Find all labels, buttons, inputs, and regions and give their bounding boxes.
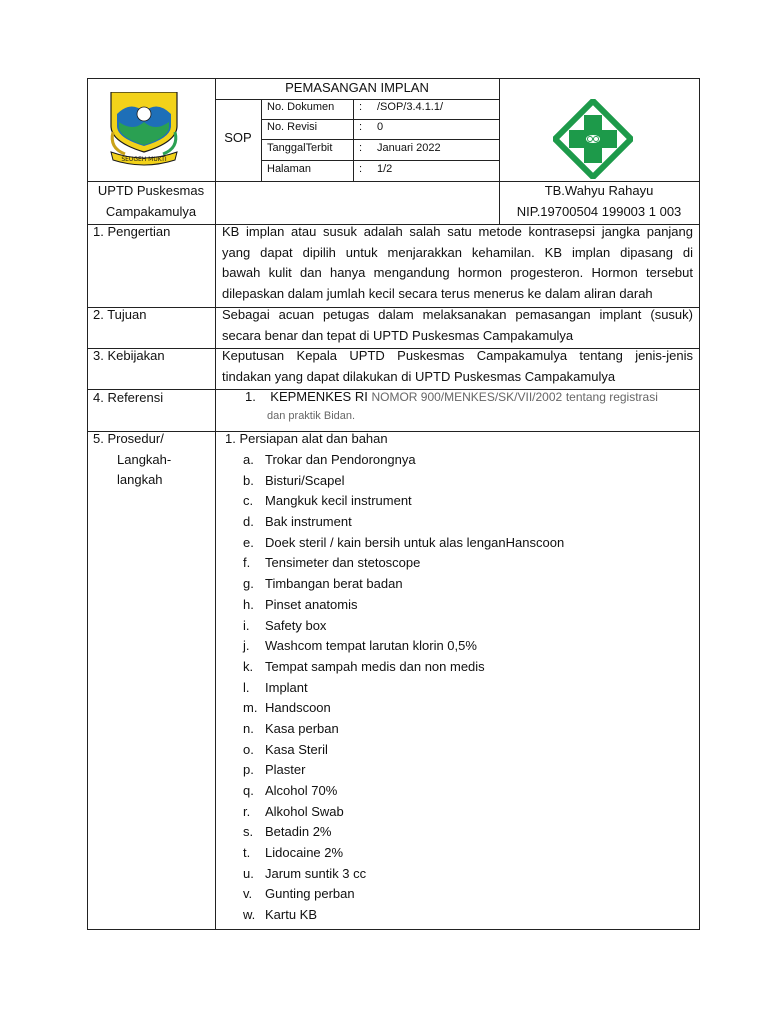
list-item-marker: i. bbox=[243, 617, 250, 633]
label-referensi: 4. Referensi bbox=[93, 390, 164, 405]
border-title-bottom bbox=[215, 99, 499, 100]
list-item-marker: d. bbox=[243, 514, 254, 530]
pengertian-line: yang dapat dipilih untuk menjarakkan kehamilan. KB implan dipasang di bbox=[222, 244, 693, 260]
border-bottom bbox=[87, 929, 700, 930]
list-item-marker: p. bbox=[243, 762, 254, 778]
document-title: PEMASANGAN IMPLAN bbox=[285, 80, 429, 95]
list-item-marker: r. bbox=[243, 803, 251, 819]
label-prosedur: Langkah- bbox=[117, 451, 172, 467]
referensi-part3: tentang registrasi bbox=[565, 390, 658, 404]
list-item-text: Plaster bbox=[265, 762, 306, 778]
list-item-marker: m. bbox=[243, 700, 258, 716]
sop-document bbox=[87, 78, 700, 930]
list-item-text: Tempat sampah medis dan non medis bbox=[265, 658, 485, 674]
puskesmas-logo bbox=[553, 99, 633, 179]
list-item-text: Bak instrument bbox=[265, 514, 352, 530]
list-item-text: Pinset anatomis bbox=[265, 596, 358, 612]
label-prosedur: langkah bbox=[117, 472, 163, 488]
list-item-marker: h. bbox=[243, 596, 254, 612]
list-item-marker: f. bbox=[243, 555, 251, 571]
list-item-text: Mangkuk kecil instrument bbox=[265, 493, 412, 509]
list-item-text: Kasa perban bbox=[265, 720, 339, 736]
list-item-text: Betadin 2% bbox=[265, 824, 332, 840]
list-item-text: Washcom tempat larutan klorin 0,5% bbox=[265, 638, 477, 654]
kebijakan-line: Keputusan Kepala UPTD Puskesmas Campakamulya tentang jenis-jenis bbox=[222, 348, 693, 363]
list-item-marker: v. bbox=[243, 886, 253, 902]
referensi-num: 1. bbox=[245, 389, 256, 404]
list-item-text: Trokar dan Pendorongnya bbox=[265, 452, 416, 467]
list-item-text: Implant bbox=[265, 679, 308, 695]
tujuan-line: Sebagai acuan petugas dalam melaksanakan pemasangan implant (susuk) bbox=[222, 307, 693, 322]
list-item-text: Safety box bbox=[265, 617, 327, 633]
meta-value-revisi: 0 bbox=[377, 121, 384, 133]
list-item-text: Bisturi/Scapel bbox=[265, 472, 345, 488]
label-pengertian: 1. Pengertian bbox=[93, 224, 171, 239]
list-item-marker: a. bbox=[243, 452, 254, 467]
list-item-text: Alkohol Swab bbox=[265, 803, 344, 819]
border-right bbox=[699, 78, 700, 930]
list-item-marker: k. bbox=[243, 658, 254, 674]
list-item-text: Tensimeter dan stetoscope bbox=[265, 555, 421, 571]
sop-label: SOP bbox=[224, 130, 252, 145]
label-prosedur: 5. Prosedur/ bbox=[93, 431, 164, 446]
meta-value-tanggal: Januari 2022 bbox=[377, 142, 441, 154]
border-col1 bbox=[215, 78, 216, 930]
meta-sep: : bbox=[359, 121, 363, 133]
signer-nip: NIP.19700504 199003 1 003 bbox=[516, 204, 682, 219]
list-item-marker: w. bbox=[243, 907, 256, 923]
list-item-marker: l. bbox=[243, 679, 250, 695]
list-item-text: Lidocaine 2% bbox=[265, 845, 344, 861]
meta-label-halaman: Halaman bbox=[267, 163, 312, 175]
list-item-marker: n. bbox=[243, 720, 254, 736]
list-item-marker: j. bbox=[243, 638, 250, 654]
org-name-line1: UPTD Puskesmas bbox=[97, 183, 205, 198]
meta-value-halaman: 1/2 bbox=[377, 163, 393, 175]
referensi-part2: NOMOR 900/MENKES/SK/VII/2002 bbox=[371, 390, 563, 404]
border-sop-col bbox=[261, 99, 262, 181]
border-referensi-bottom bbox=[87, 431, 700, 432]
list-item-marker: c. bbox=[243, 493, 254, 509]
list-item-marker: g. bbox=[243, 576, 254, 592]
kebijakan-line: tindakan yang dapat dilakukan di UPTD Puskesmas Campakamulya bbox=[222, 368, 616, 384]
list-item-marker: t. bbox=[243, 845, 251, 861]
crest-motto: SEUGEH MUKTI bbox=[121, 156, 167, 163]
border-meta-label-col bbox=[353, 99, 354, 181]
list-item-marker: u. bbox=[243, 865, 254, 881]
list-item-marker: b. bbox=[243, 472, 254, 488]
org-name-line2: Campakamulya bbox=[105, 204, 197, 219]
list-item-text: Kartu KB bbox=[265, 907, 318, 923]
meta-label-tanggal: TanggalTerbit bbox=[267, 142, 333, 154]
referensi-line bbox=[245, 388, 658, 406]
referensi-part1: KEPMENKES RI bbox=[270, 389, 368, 404]
list-item-text: Jarum suntik 3 cc bbox=[265, 865, 367, 881]
list-item-text: Kasa Steril bbox=[265, 741, 328, 757]
meta-sep: : bbox=[359, 101, 363, 113]
pengertian-line: KB implan atau susuk adalah salah satu metode kontrasepsi jangka panjang bbox=[222, 224, 693, 239]
meta-label-revisi: No. Revisi bbox=[267, 121, 318, 133]
list-item-marker: q. bbox=[243, 783, 254, 798]
regency-crest-logo bbox=[107, 92, 181, 166]
referensi-line2: dan praktik Bidan. bbox=[267, 410, 356, 422]
meta-label-dokumen: No. Dokumen bbox=[267, 101, 335, 113]
pengertian-line: dilepaskan dalam jumlah kecil secara terus menerus ke dalam aliran darah bbox=[222, 286, 653, 302]
list-item-marker: s. bbox=[243, 824, 254, 840]
tujuan-line: secara benar dan tepat di UPTD Puskesmas Campakamulya bbox=[222, 327, 574, 343]
label-kebijakan: 3. Kebijakan bbox=[93, 348, 165, 363]
meta-sep: : bbox=[359, 142, 363, 154]
list-item-text: Doek steril / kain bersih untuk alas lenganHanscoon bbox=[265, 534, 565, 550]
meta-sep: : bbox=[359, 163, 363, 175]
label-tujuan: 2. Tujuan bbox=[93, 307, 147, 322]
list-item-marker: e. bbox=[243, 534, 254, 550]
meta-value-dokumen: /SOP/3.4.1.1/ bbox=[377, 101, 444, 113]
pengertian-line: bawah kulit dan hanya mengandung hormon progesteron. Hormon tersebut bbox=[222, 265, 693, 281]
list-item-text: Gunting perban bbox=[265, 886, 355, 902]
list-item-marker: o. bbox=[243, 741, 254, 757]
signer-name: TB.Wahyu Rahayu bbox=[544, 183, 654, 198]
list-item-text: Handscoon bbox=[265, 700, 331, 716]
prosedur-heading: 1. Persiapan alat dan bahan bbox=[225, 431, 388, 446]
list-item-text: Timbangan berat badan bbox=[265, 576, 403, 592]
list-item-text: Alcohol 70% bbox=[265, 783, 338, 798]
